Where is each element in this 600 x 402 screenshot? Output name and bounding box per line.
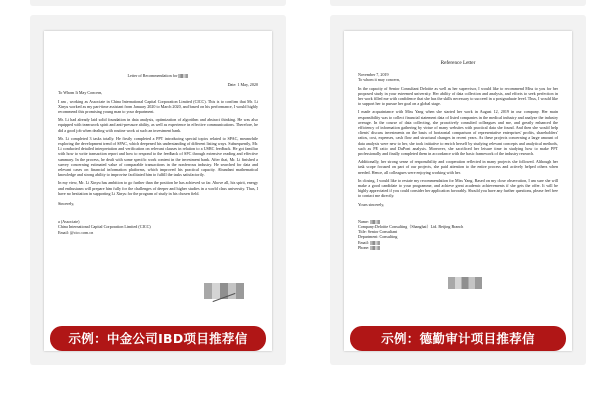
signer-company: China International Capital Corporation Limited (CICC) [58, 224, 151, 230]
example-banner-cicc[interactable]: 示例：中金公司IBD项目推荐信 [50, 326, 266, 351]
letter-date: Date: 1 May, 2020 [227, 82, 258, 88]
signer-company: Company:Deloitte Consulting（Shanghai）Ltd. Beijing Branch [358, 224, 464, 230]
redacted-signature [448, 277, 482, 289]
letter-paragraph-4: In my view, Mr. Li Xinyu has ambition to go further than the position he has achieved so far. Above all, his spirit, energy and enthusiasm will prepare him fully for the challenges of deeper and higher studies in a world class university. Thus, I have no hesitation in supporting Li Xinyu for the program of study in his chosen field. [58, 180, 258, 196]
example-card-deloitte[interactable] [330, 15, 586, 365]
letter-paragraph-1: I am , working as Associate in China International Capital Corporation Limited (CICC). This is to confirm that Mr. Li Xinyu worked as my part-time assistant from January 2020 to March 2020, and based on his performance, I would highly recommend this promising young man to your department. [58, 98, 258, 115]
letter-title: Reference Letter [440, 60, 476, 66]
letter-closing: Sincerely, [58, 201, 75, 207]
signer-email-label: Email: [358, 239, 369, 245]
signer-email: Email: @cicc.com.cn [58, 229, 94, 235]
signer-phone-label: Phone: [358, 244, 370, 250]
reference-letter-deloitte [344, 31, 572, 351]
previous-card-bottom-right [330, 0, 586, 6]
letter-closing: Yours sincerely, [358, 201, 385, 207]
letter-salutation: To whom it may concern, [358, 77, 400, 83]
letter-salutation: To Whom It May Concern, [58, 90, 103, 96]
letter-paragraph-2: Mr. Li had already laid solid foundation in data analysis, optimization of algorithm and abstract thinking. He was also equipped with teamwork spirit and anti-pressure ability, as well as experience in effective communications. Therefore, he did a good job when dealing with routine work at such an investment bank. [58, 117, 258, 133]
signer-title: Title: Senior Consultant [358, 229, 398, 235]
letter-date: November 7, 2019 [358, 72, 389, 78]
signer-name-label: Name: [358, 218, 369, 224]
letter-paragraph-1: In the capacity of Senior Consultant Deloitte as well as her supervisor, I would like to recommend Miss to you for her proposed study in your esteemed university. Her ability of data collection and analysis, and efforts to seek perfection in her work filled me with confidence that she has the skills necessary to succeed in a postgraduate level. Thus, I would like to support her to pursue her goal on a global stage. [358, 85, 558, 107]
example-banner-deloitte[interactable]: 示例：德勤审计项目推荐信 [350, 326, 566, 351]
redacted-name [178, 74, 188, 78]
redacted-phone [370, 246, 380, 250]
letter-title: Letter of Recommendation for [127, 73, 178, 78]
letter-paragraph-3: Additionally, her strong sense of responsibility and cooperation reflected in many projects she followed. Although her task scope focused on part of our projects, she paid attention to the entire process and actively helped others when needed. Hence, all colleagues were enjoying working with her. [358, 159, 558, 175]
example-card-cicc[interactable] [30, 15, 286, 365]
previous-card-bottom-left [30, 0, 286, 6]
recommendation-letter-cicc [44, 31, 272, 351]
letter-paragraph-3: Mr. Li completed 3 tasks totally. He firstly completed a PPT introducing special topics related to SPAC, meanwhile exploring the development trend of SPAC, which deepened his understanding of different listing ways. Subsequently, Mr. Li conducted detailed interpretation and verification on relevant clauses in relation to a USRC feedback. He got familiar with how to write transaction report and how to respond to the feedback of SFC through extensive reading and effective summary. In the process, he dealt with some specific work content in the investment bank. After that, Mr. Li finished a survey concerning estimated value of comparable transactions in the nonferrous industry. He searched for data and relevant cases on financial information platforms, which improved his practical capacity. Abundant mathematical knowledge and strong ability to improvise facilitated him to fulfill the tasks satisfactorily. [58, 135, 258, 178]
letter-paragraph-2: I made acquaintance with Miss Yang when she started her work in August 12, 2019 in our company. Her main responsibility was to collect financial statement data of listed companies in the medical industry and analyze the industry average. In the course of data collecting, she proactively consulted colleagues and me, and greatly enhanced the efficiency of information gathering by virtue of many websites with practical data she found. And then she would help clients' discuss investments on the basis of horizontal comparison of representative enterprises' profits, shareholders' ratios, cost, expenses, cash flow and structural changes in recent years. As these projects concerning a large amount of data analysis were new to her, she took initiative to enrich herself by studying relevant concepts and analytical methods, such as PE ratio and DuPont analysis. Moreover, she sacrificed her leisure time in studying how to make PPT professionally and finally completed them in accordance with the basic framework of the industry research. [358, 109, 558, 157]
letter-paragraph-4: In closing, I would like to restate my recommendation for Miss Yang. Based on my close observation, I am sure she will make a good candidate to your programme, and achieve great academic achievements if she gets the offer. It will be highly appreciated if you could consider her application favorably. Should you have any further questions, please feel free to contact me directly. [358, 177, 558, 199]
signer-department: Department: Consulting [358, 234, 398, 240]
signer-role: a (Associate) [58, 219, 80, 225]
